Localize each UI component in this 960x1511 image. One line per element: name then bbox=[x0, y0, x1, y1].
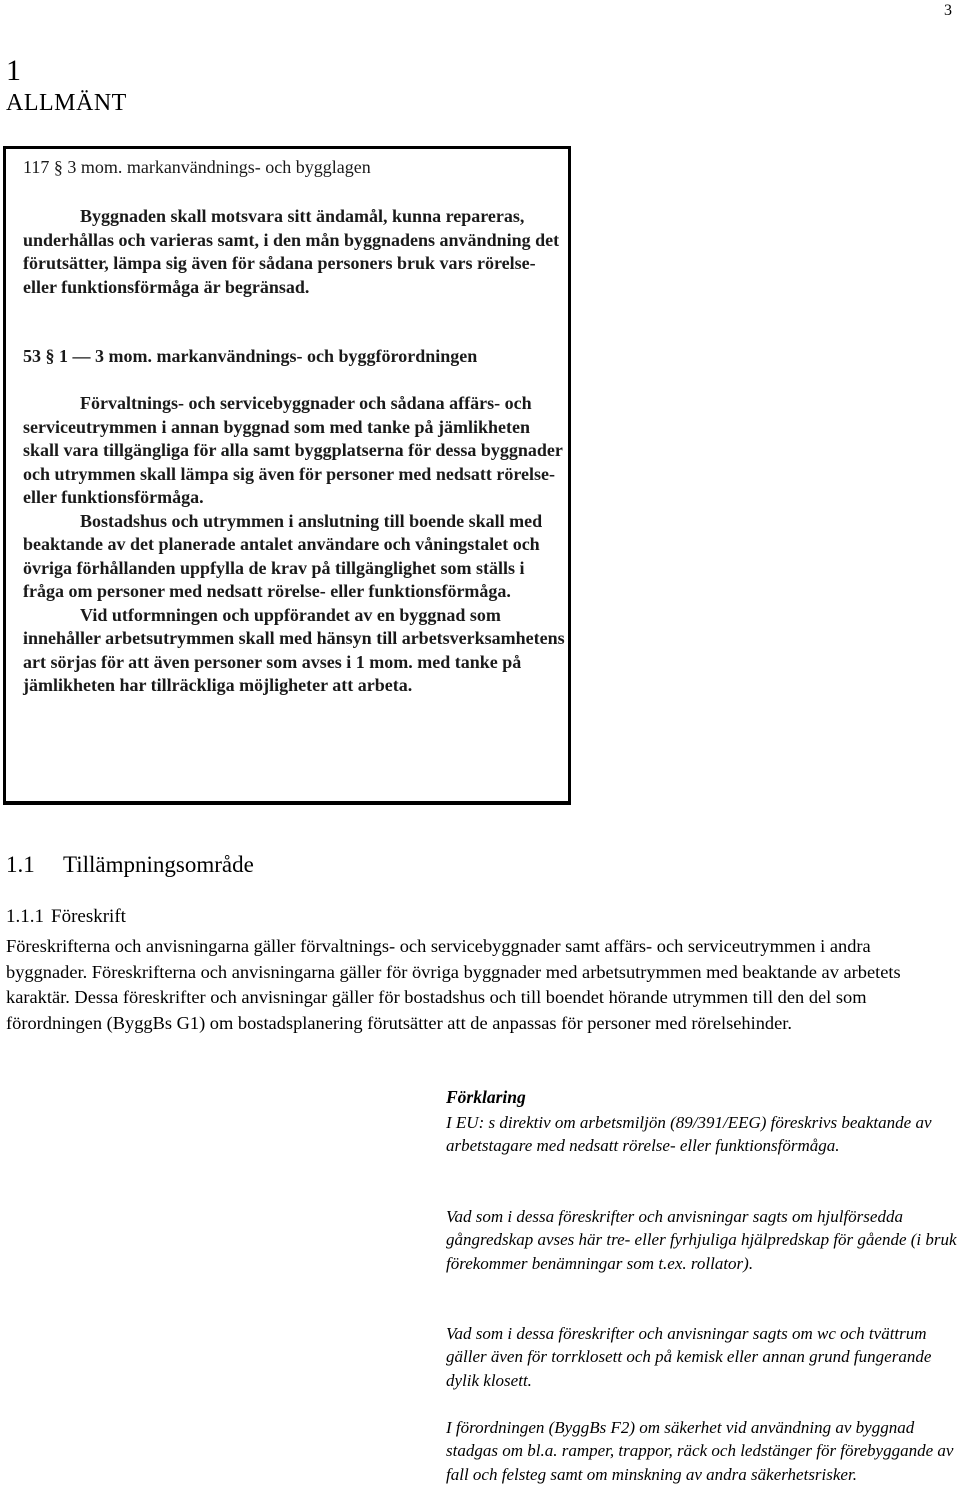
law-paragraph-1 bbox=[23, 205, 568, 299]
chapter-title: ALLMÄNT bbox=[6, 90, 127, 116]
section-number: 1.1 bbox=[6, 852, 35, 877]
law-paragraph-1-text: Byggnaden skall motsvara sitt ändamål, kunna repareras, underhållas och varieras samt, i den mån byggnadens användning det förutsätter, lämpa sig även för sådana personers bruk vars rörelse- eller funktionsförmåga är begränsad. bbox=[23, 206, 560, 297]
law-paragraphs bbox=[23, 392, 568, 698]
subsection-number: 1.1.1 bbox=[6, 906, 44, 927]
subsection-title: Föreskrift bbox=[51, 906, 126, 927]
explanation-paragraph-1: I EU: s direktiv om arbetsmiljön (89/391/EEG) föreskrivs beaktande av arbetstagare med nedsatt rörelse- eller funktionsförmåga. bbox=[446, 1113, 932, 1156]
explanation-paragraph-2: Vad som i dessa föreskrifter och anvisningar sagts om hjulförsedda gångredskap avses här tre- eller fyrhjuliga hjälpredskap för gående (i bruk förekommer benämningar som t.ex. rollator). bbox=[446, 1207, 957, 1273]
subsection-body: Föreskrifterna och anvisningarna gäller förvaltnings- och servicebyggnader samt affärs- och serviceutrymmen i andra byggnader. Föreskrifterna och anvisningarna gäller för övriga byggnader med arbetsutrymmen med beaktande av arbetets karaktär. Dessa föreskrifter och anvisningar gäller för bostadshus och till boendet hörande utrymmen till den del som förordningen (ByggBs G1) om bostadsplanering förutsätter att de anpassas för personer med rörelsehinder. bbox=[6, 936, 901, 1033]
section-title: Tillämpningsområde bbox=[63, 852, 254, 877]
explanation-title: Förklaring bbox=[446, 1087, 526, 1107]
section-heading bbox=[6, 852, 254, 878]
law-quote-box bbox=[3, 146, 571, 805]
law-paragraph-3-text: Bostadshus och utrymmen i anslutning till boende skall med beaktande av det planerade antalet användare och våningstalet och övriga förhållanden uppfylla de krav på tillgänglighet som ställs i fråga om personer med nedsatt rörelse- eller funktionsförmåga. bbox=[23, 510, 543, 601]
law-paragraph-2-text: Förvaltnings- och servicebyggnader och sådana affärs- och serviceutrymmen i annan byggnad som med tanke på jämlikheten skall vara tillgängliga för alla samt byggplatserna för dessa byggnader och utrymmen skall lämpa sig även för personer med nedsatt rörelse- eller funktionsförmåga. bbox=[23, 393, 563, 507]
law-paragraph-4-text: Vid utformningen och uppförandet av en byggnad som innehåller arbetsutrymmen skall med hänsyn till arbetsverksamhetens art sörjas för att även personer som avses i 1 mom. med tanke på jämlikheten har tillräckliga möjligheter att arbeta. bbox=[23, 604, 565, 695]
page-number: 3 bbox=[944, 2, 952, 19]
explanation-paragraph-4: I förordningen (ByggBs F2) om säkerhet vid användning av byggnad stadgas om bl.a. ramper, trappor, räck och ledstänger för förebyggande av fall och felsteg samt om minskning av andra säkerhetsrisker. bbox=[446, 1418, 954, 1484]
chapter-number: 1 bbox=[6, 54, 21, 87]
law-heading-2 bbox=[23, 345, 568, 369]
law-heading-1-text: 117 § 3 mom. markanvändnings- och bygglagen bbox=[23, 157, 371, 177]
law-heading-2-text: 53 § 1 — 3 mom. markanvändnings- och byggförordningen bbox=[23, 346, 478, 366]
law-heading-1 bbox=[23, 156, 568, 180]
subsection-heading bbox=[6, 906, 126, 928]
explanation-paragraph-3: Vad som i dessa föreskrifter och anvisningar sagts om wc och tvättrum gäller även för torrklosett och på kemisk eller annan grund fungerande dylik klosett. bbox=[446, 1324, 932, 1390]
